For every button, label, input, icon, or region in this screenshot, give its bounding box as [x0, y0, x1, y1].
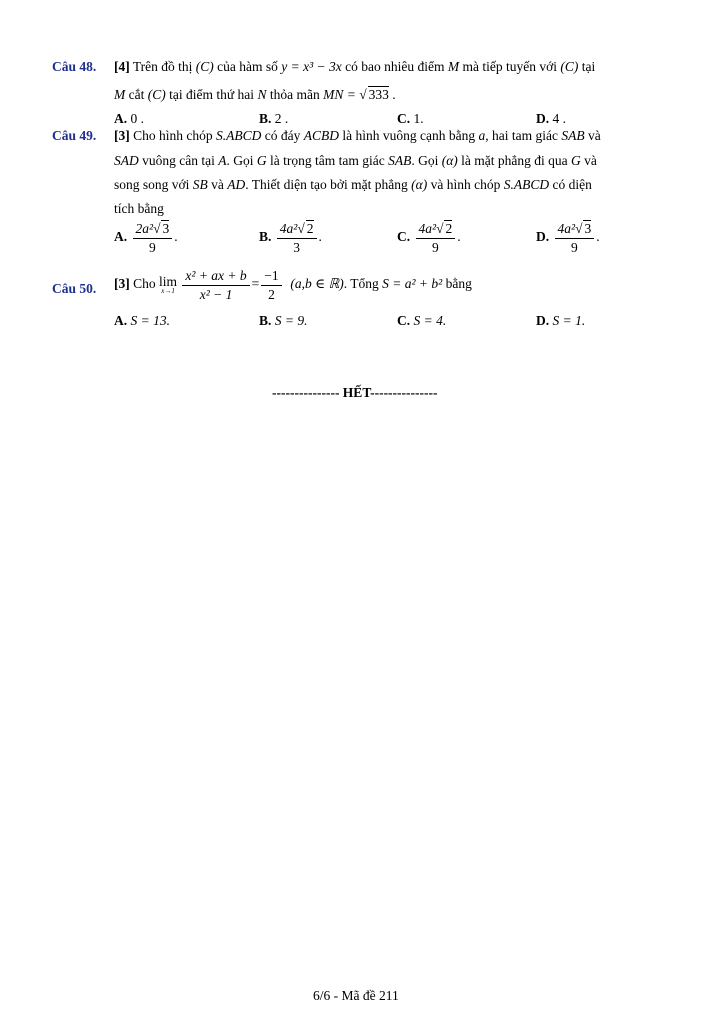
q48-text-d: mà tiếp tuyến với: [462, 59, 557, 74]
q48-line2: [114, 87, 396, 103]
q49-l3-a: song song với: [114, 177, 190, 192]
q49-choice-c: C. $\frac{\text{4a²√ 2}}{9}$ .: [397, 221, 461, 255]
q48-text-b: của hàm số: [217, 59, 278, 74]
sqrt-icon: √: [297, 221, 305, 236]
q49-l2-sab: SAB: [388, 153, 412, 168]
q49-choice-a: A. $\frac{\text{2a²√ 3}}{9}$ .: [114, 221, 178, 255]
q49-line3: [114, 177, 592, 193]
q50-eq: =: [251, 276, 260, 292]
q48-l2-c: thỏa mãn: [269, 87, 320, 102]
q48-condition: MN =: [323, 87, 356, 102]
q48-choice-b: B. 2 .: [259, 111, 289, 126]
q49-l2-b: . Gọi: [226, 153, 254, 168]
q49-line2: [114, 153, 597, 169]
q49-l2-G: G: [256, 153, 267, 168]
q49-l1-text: Cho hình chóp: [133, 128, 213, 143]
q49-l3-sabcd: S.ABCD: [503, 177, 550, 192]
q48-choice-d: D. 4 .: [536, 111, 566, 126]
q49-l3-e: có diện: [552, 177, 592, 192]
q49-l1-a: a: [478, 128, 486, 143]
q49-l1-d: , hai tam giác: [485, 128, 558, 143]
q48-text-e: tại: [581, 59, 596, 74]
q50-text-b: . Tổng: [343, 276, 379, 292]
q48-l2-graph: (C): [147, 87, 166, 102]
q50-choice-a: A. S = 13.: [114, 313, 170, 328]
q49-l2-e: là mặt phẳng đi qua: [461, 153, 568, 168]
q50-limit: lim x→1: [159, 273, 178, 296]
fraction: $\frac{\text{4a²√ 3}}{9}$: [555, 221, 595, 255]
fraction: $\frac{\text{4a²√ 2}}{3}$: [277, 221, 317, 255]
q48-point-m: M: [447, 59, 460, 74]
q48-l2-end: .: [392, 87, 396, 102]
q50-choice-d: D. S = 1.: [536, 313, 586, 328]
q48-text-c: có bao nhiêu điểm: [345, 59, 445, 74]
q49-l2-sad: SAD: [114, 153, 139, 168]
q50-choice-b: B. S = 9.: [259, 313, 308, 328]
sqrt-icon: √: [153, 221, 161, 236]
q49-line4: tích bằng: [114, 201, 164, 216]
q50-line1: [114, 268, 472, 302]
fraction: $\frac{\text{2a²√ 3}}{9}$: [133, 221, 173, 255]
q49-l2-A: A: [218, 153, 227, 168]
q48-level: [4]: [114, 59, 130, 74]
q49-l3-b: và: [211, 177, 224, 192]
q49-l1-e: và: [587, 128, 601, 143]
q49-l3-sb: SB: [192, 177, 208, 192]
q48-l2-a: cắt: [128, 87, 145, 102]
q49-l1-sab: SAB: [561, 128, 585, 143]
sqrt-icon: √: [436, 221, 444, 236]
q48-l2-m: M: [114, 87, 126, 102]
q50-fraction: $\frac{\text{x² + ax + b}}{\text{x² − 1}}$: [182, 268, 249, 302]
q49-l2-G2: G: [571, 153, 581, 168]
q49-l2-a: vuông cân tại: [142, 153, 215, 168]
sqrt-icon: √: [575, 221, 583, 236]
q50-level: [3]: [114, 276, 130, 292]
q49-choice-b: B. $\frac{\text{4a²√ 2}}{3}$ .: [259, 221, 322, 255]
q49-l2-c: là trọng tâm tam giác: [269, 153, 385, 168]
q49-l3-c: . Thiết diện tạo bởi mặt phẳng: [245, 177, 408, 192]
q48-line1: [114, 59, 595, 75]
q50-text-c: bằng: [445, 276, 472, 292]
q49-l3-alpha: (α): [411, 177, 428, 192]
q50-number: Câu 50.: [52, 281, 97, 296]
q49-level: [3]: [114, 128, 130, 143]
q50-rhs: $\frac{-1}{2}$: [261, 268, 281, 302]
q48-text-a: Trên đồ thị: [132, 59, 193, 74]
q50-sum: S = a² + b²: [382, 276, 443, 292]
q48-graph-2: (C): [560, 59, 579, 74]
q48-root: 333: [368, 87, 389, 102]
q48-l2-b: tại điểm thứ hai: [169, 87, 255, 102]
q48-choice-c: C. 1.: [397, 111, 424, 126]
q49-l1-acbd: ACBD: [303, 128, 339, 143]
page-footer: 6/6 - Mã đề 211: [313, 988, 399, 1003]
q49-l2-f: và: [584, 153, 597, 168]
q49-l3-ad: AD: [227, 177, 246, 192]
q48-choice-a: A. 0 .: [114, 111, 144, 126]
q49-choice-d: D. $\frac{\text{4a²√ 3}}{9}$ .: [536, 221, 600, 255]
q49-number: Câu 49.: [52, 128, 97, 143]
q49-l1-sabcd: S.ABCD: [216, 128, 262, 143]
q48-graph: (C): [195, 59, 214, 74]
q49-l2-d: . Gọi: [411, 153, 439, 168]
q50-domain: (a,b ∈ ℝ): [290, 276, 344, 292]
q48-number: Câu 48.: [52, 59, 97, 74]
end-marker: --------------- HẾT---------------: [272, 385, 438, 400]
q49-line1: [114, 128, 601, 144]
q49-l2-alpha: (α): [441, 153, 458, 168]
q48-function: y = x³ − 3x: [281, 59, 342, 74]
q50-choice-c: C. S = 4.: [397, 313, 447, 328]
q49-l3-d: và hình chóp: [430, 177, 501, 192]
fraction: $\frac{\text{4a²√ 2}}{9}$: [416, 221, 456, 255]
q49-l1-b: có đáy: [264, 128, 301, 143]
q48-l2-n: N: [257, 87, 267, 102]
q50-text-a: Cho: [133, 276, 156, 292]
q49-l1-c: là hình vuông cạnh bằng: [342, 128, 476, 143]
sqrt-icon: √: [359, 87, 367, 102]
